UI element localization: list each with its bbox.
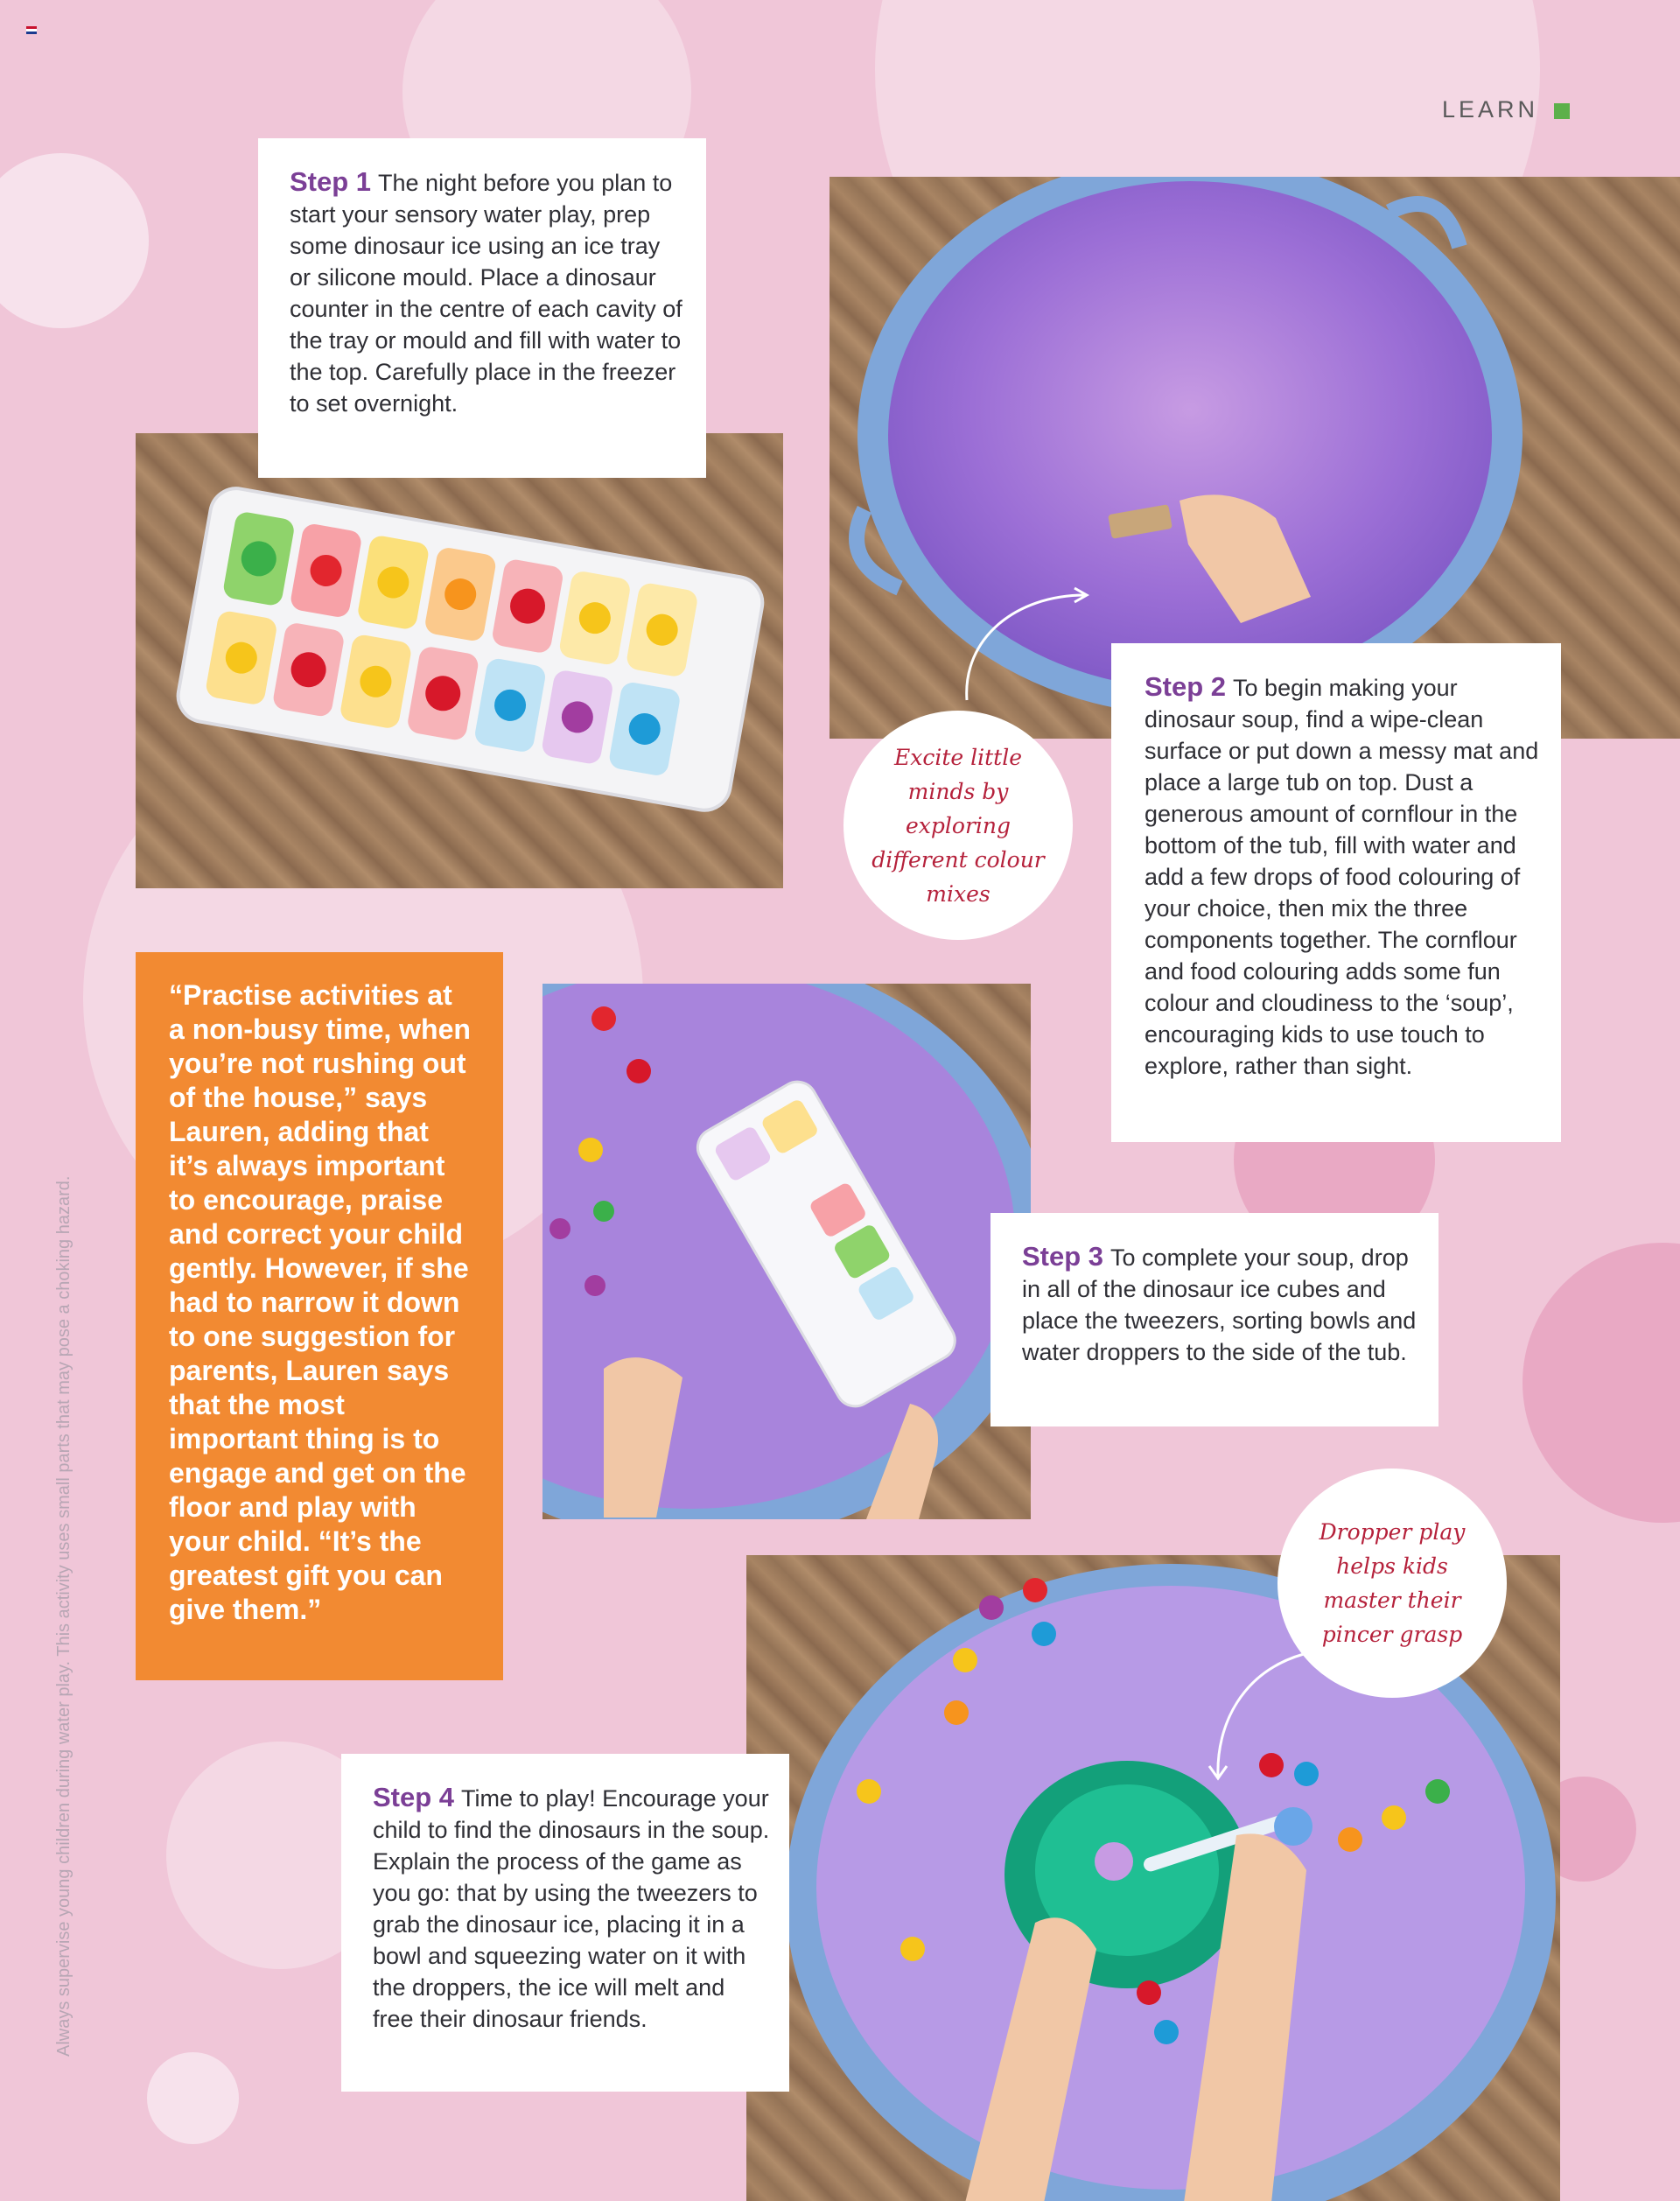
photo-tub-with-tray	[542, 984, 1031, 1519]
callout-2-arrow	[1199, 1645, 1312, 1785]
step-4-text: Time to play! Encourage your child to find the dinosaurs in the soup. Explain the process of the game as you go: that by using the tweezers to grab the dinosaur ice, placing it in a bowl and squeezing water on it with the droppers, the ice will melt and free their dinosaur friends.	[373, 1785, 770, 2032]
photo-ice-tray	[136, 433, 783, 888]
step-3-text: To complete your soup, drop in all of the dinosaur ice cubes and place the tweezers, sorting bowls and water droppers to the side of the tub.	[1022, 1244, 1417, 1365]
bg-bubble	[0, 153, 149, 328]
bg-bubble	[1522, 1243, 1680, 1523]
callout-1	[844, 711, 1073, 940]
callout-1-arrow	[962, 586, 1102, 709]
flag-icon	[26, 26, 37, 34]
step-1-text: The night before you plan to start your sensory water play, prep some dinosaur ice using an ice tray or silicone mould. Place a dinosaur counter in the centre of each cavity of the tray or mould and fill with water to the top. Carefully place in the freezer to set overnight.	[290, 170, 682, 417]
step-4-label: Step 4	[373, 1782, 455, 1812]
step-3-box	[990, 1213, 1438, 1426]
ice-tray-illustration	[136, 433, 783, 888]
quote-text: “Practise activities at a non-busy time, when you’re not rushing out of the house,” says Lauren, adding that it’s always important to encourage, praise and correct your child gently. However, if she had to narrow it down to one suggestion for parents, Lauren says that the most important thing is to engage and get on the floor and play with your child. “It’s the greatest gift you can give them.”	[169, 979, 471, 1625]
quote-box	[136, 952, 503, 1680]
step-2-text: To begin making your dinosaur soup, find a wipe-clean surface or put down a messy mat and place a large tub on top. Dust a generous amount of cornflour in the bottom of the tub, fill with water and add a few drops of food colouring of your choice, then mix the three components together. The cornflour and food colouring adds some fun colour and cloudiness to the ‘soup’, encouraging kids to use touch to explore, rather than sight.	[1144, 675, 1539, 1079]
bg-bubble	[147, 2052, 239, 2144]
step-4-box	[341, 1754, 789, 2092]
step-2-label: Step 2	[1144, 671, 1227, 702]
step-2-box	[1111, 643, 1561, 1142]
section-label: LEARN	[1442, 96, 1539, 123]
callout-2-text: Dropper play helps kids master their pincer grasp	[1319, 1519, 1466, 1647]
step-1-box	[258, 138, 706, 478]
step-3-label: Step 3	[1022, 1241, 1104, 1272]
callout-2	[1278, 1469, 1507, 1698]
step-1-label: Step 1	[290, 166, 372, 197]
section-square-icon	[1554, 103, 1570, 119]
safety-disclaimer: Always supervise young children during water play. This activity uses small parts that may pose a choking hazard.	[54, 1175, 74, 2057]
section-tag	[1442, 96, 1570, 123]
tub-tray-illustration	[542, 984, 1031, 1519]
callout-1-text: Excite little minds by exploring different colour mixes	[872, 744, 1045, 907]
